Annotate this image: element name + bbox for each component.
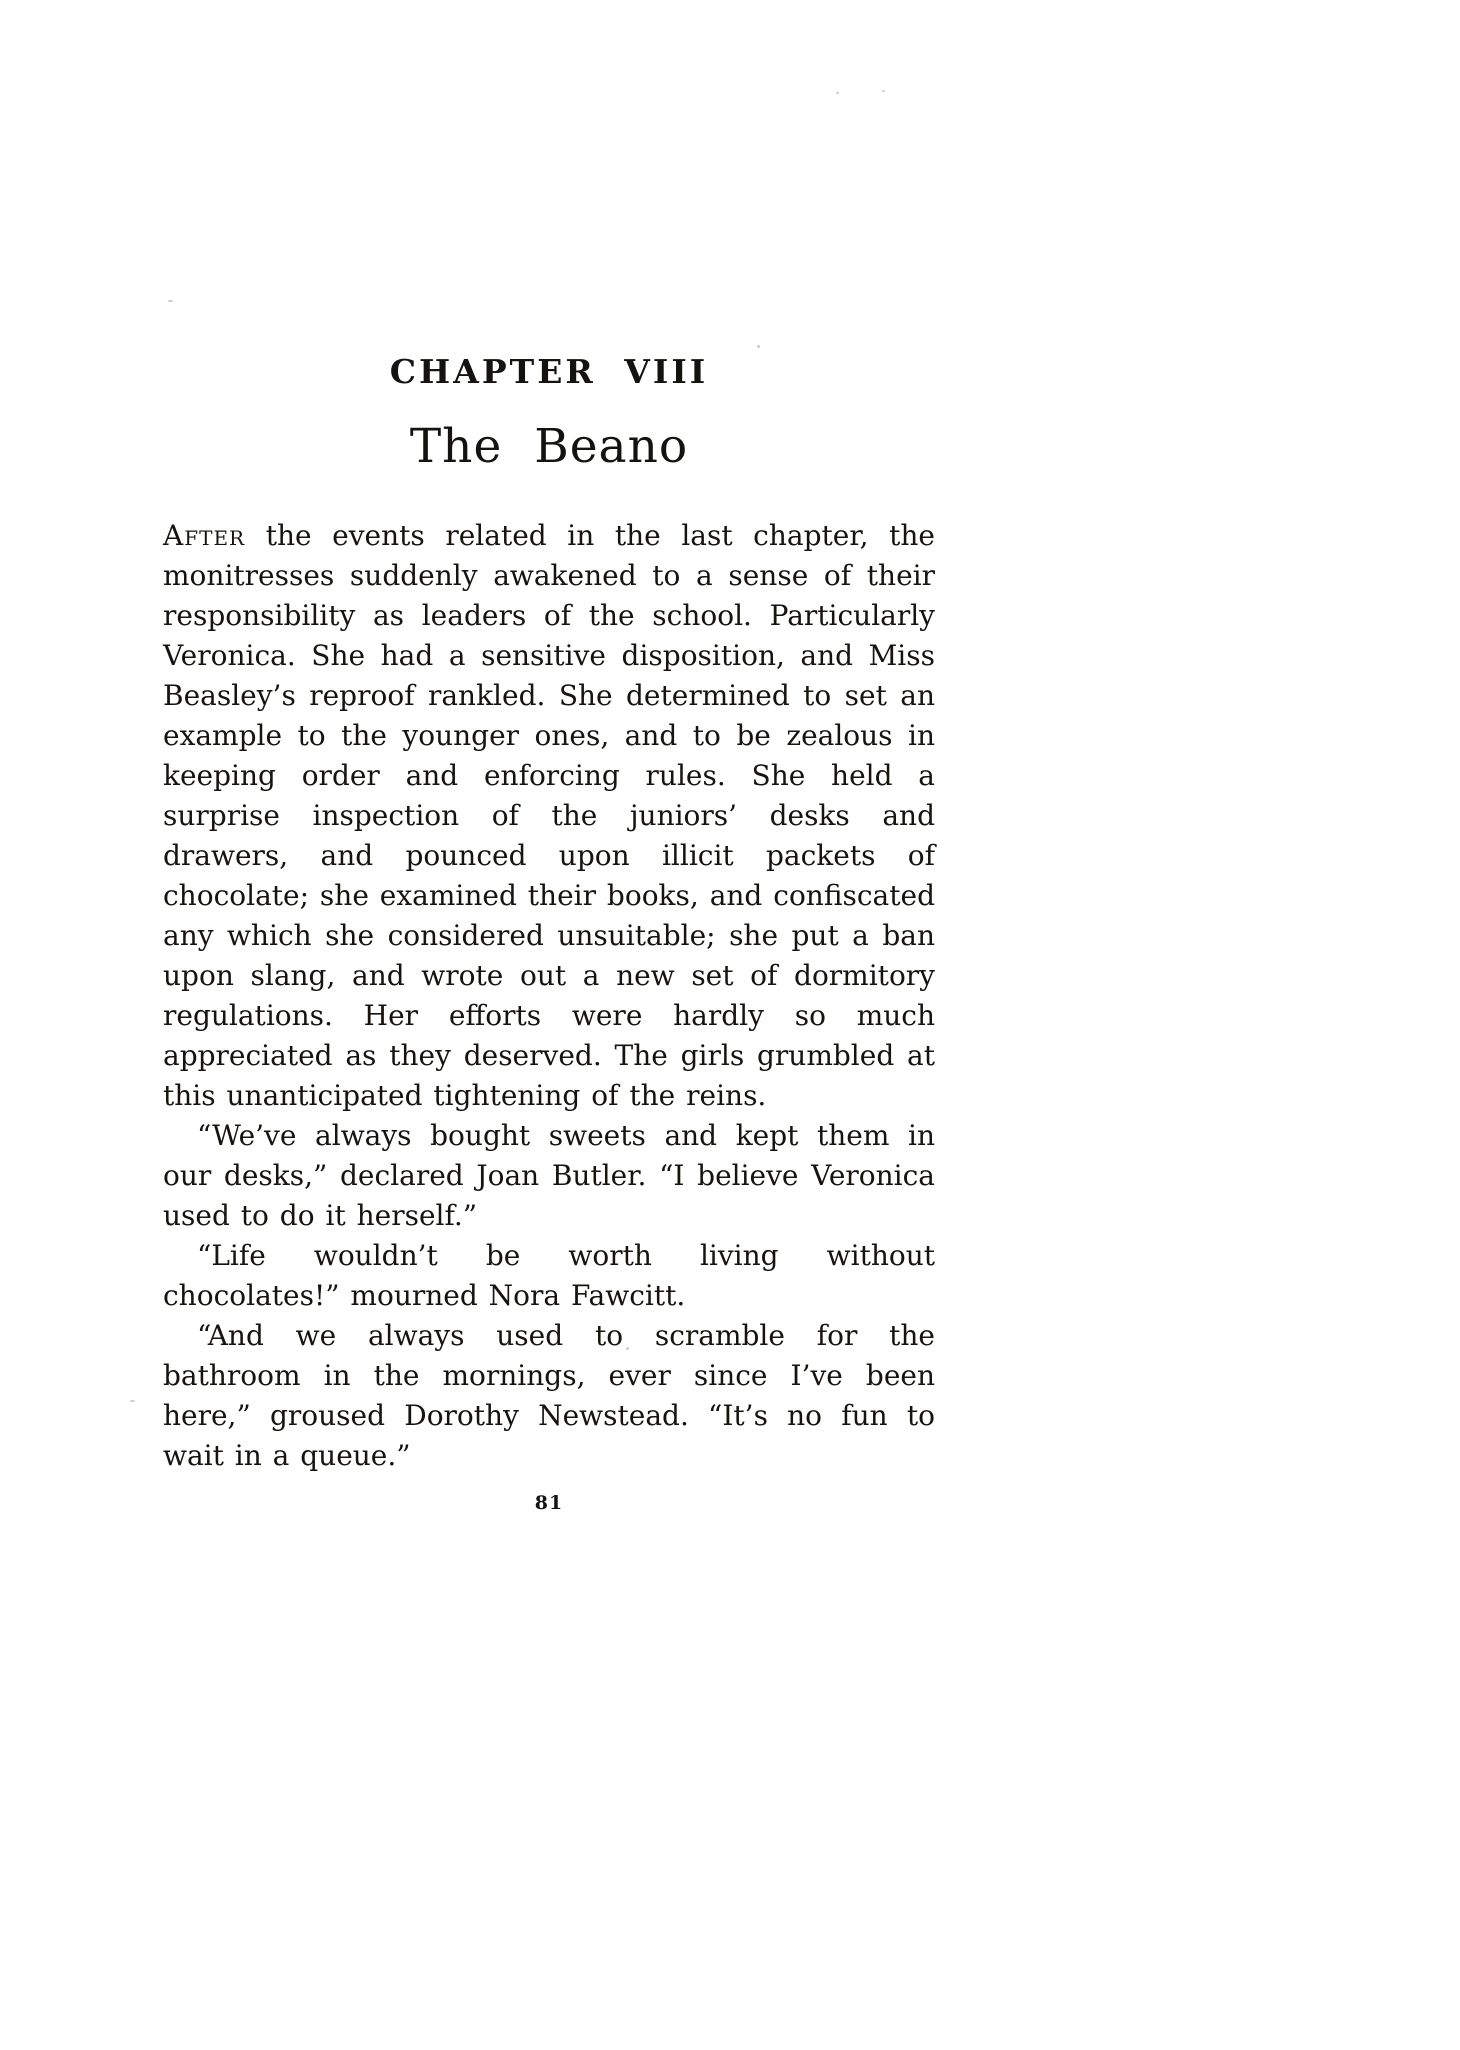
paragraph: “Life wouldn’t be worth living without chocolates!” mourned Nora Fawcitt. [163,1239,935,1312]
text-block [163,352,935,1514]
opening-rest: the events related in the last chapter, the monitresses suddenly awakened to a sense of their responsibility as leaders of the school. Particularly Veronica. She had a sensitive disposition, and Miss Beasley’s reproof rankled. She determined to set an example to the younger ones, and to be zealous in keeping order and enforcing rules. She held a surprise inspection of the juniors’ desks and drawers, and pounced upon illicit packets of chocolate; she examined their books, and confiscated any which she considered unsuitable; she put a ban upon slang, and wrote out a new set of dormitory regulations. Her efforts were hardly so much appreciated as they deserved. The girls grumbled at this unanticipated tightening of the reins. [163,519,935,1112]
paragraph: “And we always used to scramble for the bathroom in the mornings, ever since I’ve been here,” groused Dorothy Newstead. “It’s no fun to wait in a queue.” [163,1319,935,1472]
paragraph: “We’ve always bought sweets and kept them in our desks,” declared Joan Butler. “I believe Veronica used to do it herself.” [163,1119,935,1232]
scan-speck [757,345,760,348]
chapter-title: The Beano [409,419,689,474]
scan-speck [882,90,885,92]
paragraph-opening [163,516,935,1116]
chapter-heading: CHAPTER VIII [389,352,709,391]
scan-speck [168,300,173,302]
page-number: 81 [534,1492,564,1514]
scan-speck [130,1400,135,1402]
scan-speck [836,92,839,94]
opening-word: After [163,519,246,552]
